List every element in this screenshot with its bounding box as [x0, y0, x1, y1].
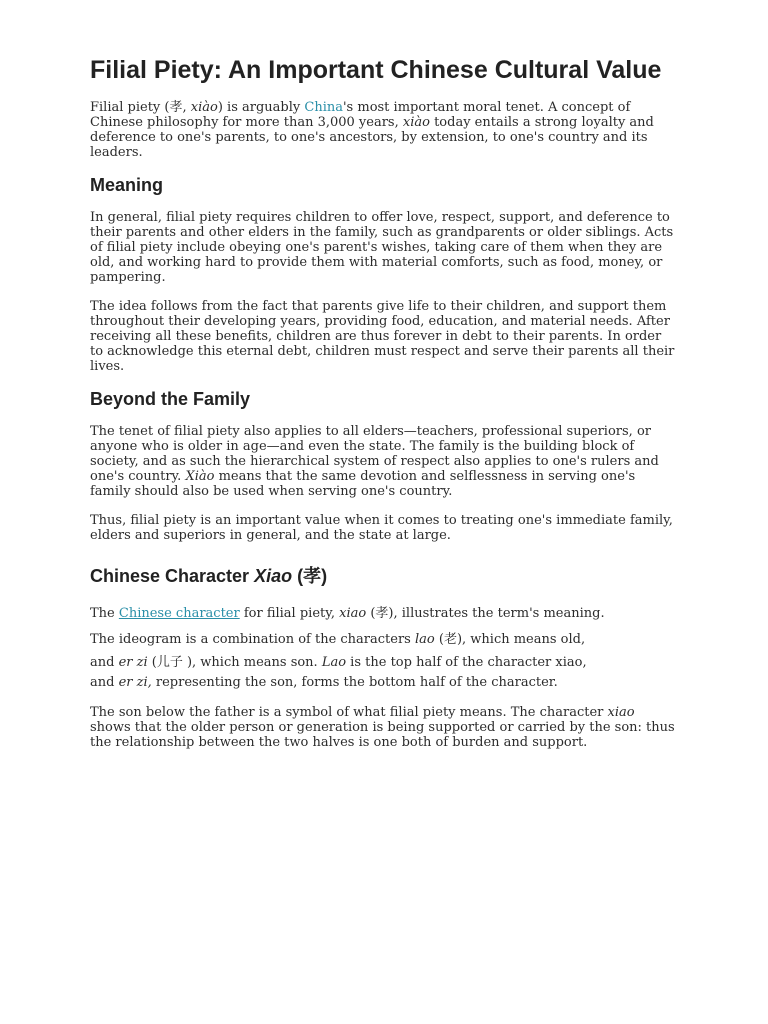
char-text: representing the son, forms the bottom half of the character. — [151, 675, 558, 690]
article — [90, 56, 676, 764]
intro-pinyin: xiào — [190, 100, 218, 115]
intro-pinyin: xiào — [402, 115, 430, 130]
china-link[interactable]: China — [304, 100, 343, 115]
char-text: (孝), illustrates the term's meaning. — [366, 606, 605, 621]
beyond-paragraph-2: Thus, filial piety is an important value when it comes to treating one's immediate family, elders and superiors in general, and the state at large. — [90, 513, 673, 543]
section-heading-beyond: Beyond the Family — [90, 389, 251, 409]
character-paragraph-2 — [90, 628, 676, 674]
char-text: shows that the older person or generation is being supported or carried by the son: thus the relationship between the two halves is one both of burden and support. — [90, 720, 675, 750]
char-text: (老), which means old, — [434, 632, 586, 647]
meaning-paragraph-1: In general, filial piety requires children to offer love, respect, support, and deference to their parents and other elders in the family, such as grandparents or older siblings. Acts of filial piety include obeying one's parent's wishes, taking care of them when they are old, and working hard to provide them with material comforts, such as food, money, or pampering. — [90, 210, 674, 285]
page-title: Filial Piety: An Important Chinese Cultural Value — [90, 56, 662, 84]
intro-char: 孝 — [169, 100, 183, 115]
char-italic: er zi, — [118, 675, 152, 690]
char-text: and — [90, 655, 119, 670]
beyond-text: means that the same devotion and selflessness in serving one's family should also be used when serving one's country. — [90, 469, 636, 499]
beyond-paragraph-1 — [90, 424, 676, 499]
char-italic: xiao — [339, 606, 367, 621]
intro-paragraph — [90, 100, 676, 160]
intro-text: ) is arguably — [217, 100, 305, 115]
heading-text: Chinese Character — [90, 566, 255, 586]
character-paragraph-4 — [90, 705, 676, 750]
char-italic: xiao — [607, 705, 635, 720]
character-paragraph-3 — [90, 674, 676, 691]
char-italic: er zi — [118, 655, 148, 670]
beyond-text: The tenet of filial piety also applies to all elders—teachers, professional superiors, or anyone who is older in age—and even the state. The family is the building block of society, and as such the hierarchical system of respect also applies to one's rulers and one's country. — [90, 424, 659, 484]
meaning-paragraph-2: The idea follows from the fact that parents give life to their children, and support them throughout their developing years, providing food, education, and material needs. After receiving all these benefits, children are thus forever in debt to their parents. In order to acknowledge this eternal debt, children must respect and serve their parents all their lives. — [90, 299, 675, 374]
char-text: (儿子 ), which means son. — [147, 655, 322, 670]
chinese-character-link[interactable]: Chinese character — [118, 606, 240, 621]
beyond-pinyin: Xiào — [185, 469, 215, 484]
char-italic: lao — [415, 632, 435, 647]
intro-text: 's most important moral tenet. A concept of Chinese philosophy for more than 3,000 years, — [90, 100, 631, 130]
intro-text: Filial piety ( — [90, 100, 170, 115]
char-text: The ideogram is a combination of the characters — [90, 632, 415, 647]
char-text: for filial piety, — [239, 606, 340, 621]
char-italic: Lao — [321, 655, 347, 670]
section-heading-meaning: Meaning — [90, 175, 164, 195]
intro-text: today entails a strong loyalty and deference to one's parents, to one's ancestors, by extension, to one's country and its leaders. — [90, 115, 654, 160]
section-heading-character — [90, 565, 676, 587]
intro-text: , — [182, 100, 191, 115]
heading-italic: Xiao — [254, 566, 293, 586]
char-text: and — [90, 675, 119, 690]
heading-text: (孝) — [292, 566, 328, 586]
character-paragraph-1 — [90, 605, 676, 622]
char-text: is the top half of the character xiao, — [346, 655, 587, 670]
char-text: The — [90, 606, 119, 621]
char-text: The son below the father is a symbol of what filial piety means. The character — [90, 705, 608, 720]
